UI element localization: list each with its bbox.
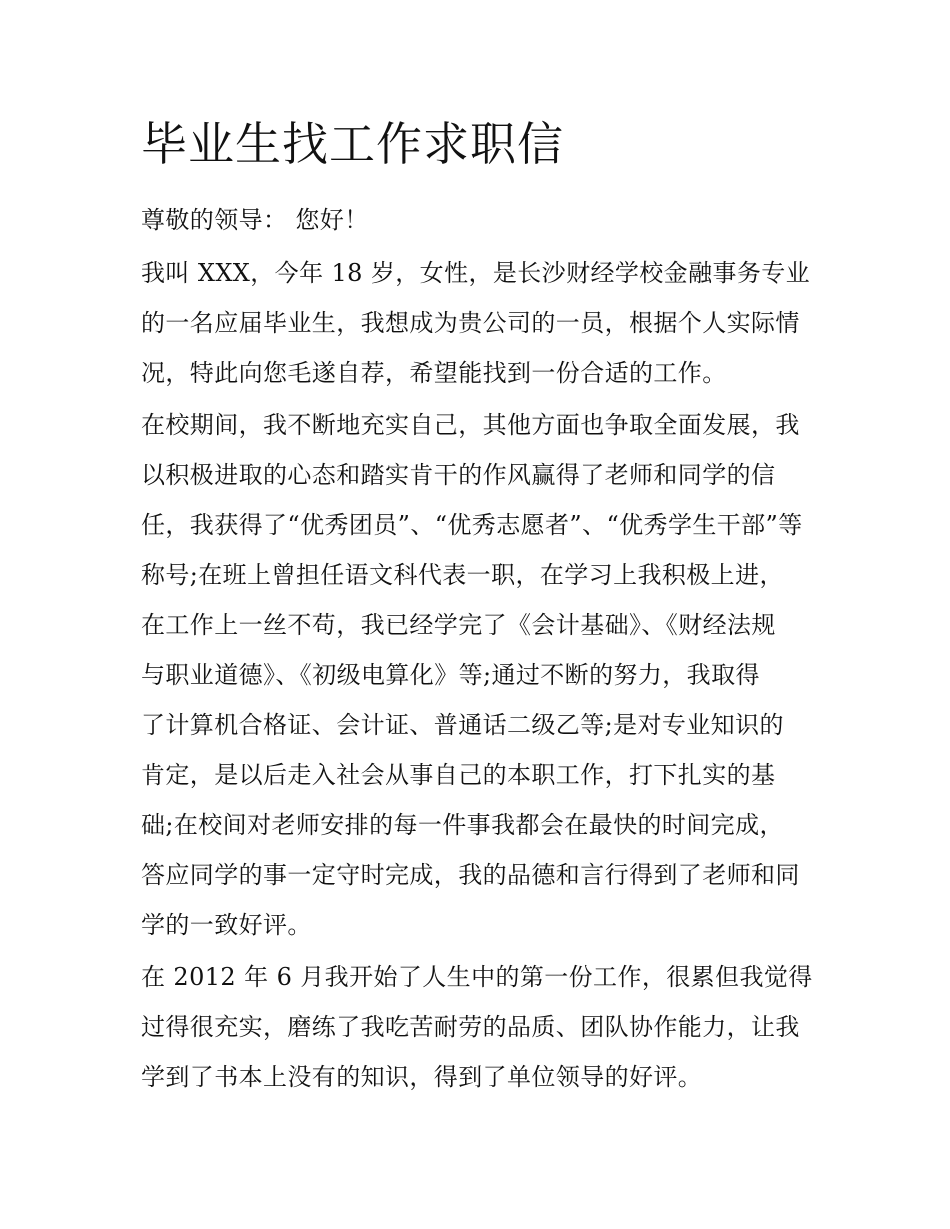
body-line: 在 2012 年 6 月我开始了人生中的第一份工作，很累但我觉得 — [141, 963, 813, 991]
body-line: 况，特此向您毛遂自荐，希望能找到一份合适的工作。 — [141, 359, 727, 387]
body-line: 了计算机合格证、会计证、普通话二级乙等;是对专业知识的 — [141, 711, 784, 739]
body-line: 答应同学的事一定守时完成，我的品德和言行得到了老师和同 — [141, 861, 800, 889]
body-line: 学的一致好评。 — [141, 911, 312, 939]
body-line: 我叫 XXX，今年 18 岁，女性，是长沙财经学校金融事务专业 — [141, 259, 811, 287]
body-line: 任，我获得了“优秀团员”、“优秀志愿者”、“优秀学生干部”等 — [141, 511, 803, 539]
page-title: 毕业生找工作求职信 — [141, 117, 564, 171]
body-line: 以积极进取的心态和踏实肯干的作风赢得了老师和同学的信 — [141, 461, 776, 489]
body-line: 称号;在班上曾担任语文科代表一职，在学习上我积极上进， — [141, 561, 784, 589]
body-line: 肯定，是以后走入社会从事自己的本职工作，打下扎实的基 — [141, 761, 776, 789]
body-line: 与职业道德》、《初级电算化》等;通过不断的努力，我取得 — [141, 661, 760, 689]
body-line: 的一名应届毕业生，我想成为贵公司的一员，根据个人实际情 — [141, 309, 800, 337]
body-line: 过得很充实，磨练了我吃苦耐劳的品质、团队协作能力，让我 — [141, 1013, 800, 1041]
body-line: 在工作上一丝不苟，我已经学完了《会计基础》、《财经法规 — [141, 611, 776, 639]
body-line: 学到了书本上没有的知识，得到了单位领导的好评。 — [141, 1063, 703, 1091]
salutation-line: 尊敬的领导： 您好！ — [141, 206, 369, 234]
body-line: 础;在校间对老师安排的每一件事我都会在最快的时间完成， — [141, 811, 784, 839]
body-line: 在校期间，我不断地充实自己，其他方面也争取全面发展，我 — [141, 411, 800, 439]
